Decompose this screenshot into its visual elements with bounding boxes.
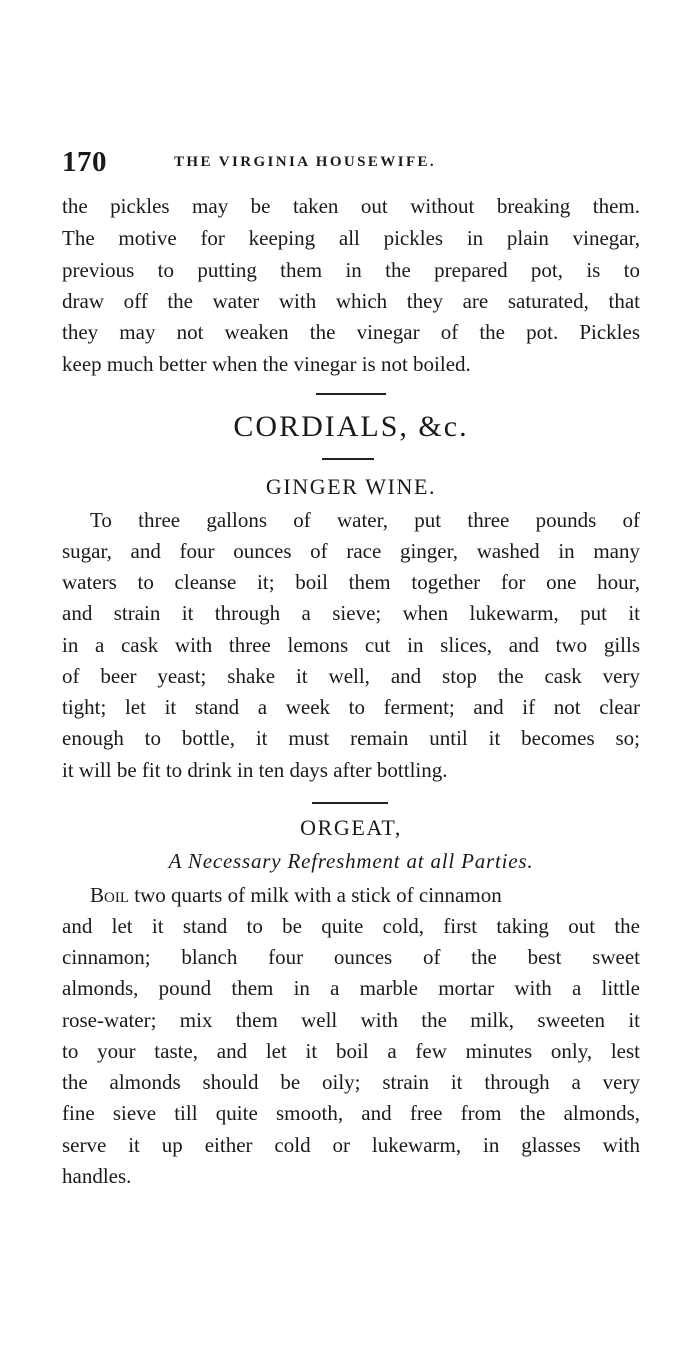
text-line: almonds, pound them in a marble mortar with a little xyxy=(62,976,640,1000)
text-line: cinnamon; blanch four ounces of the best sweet xyxy=(62,945,640,969)
text-line: and strain it through a sieve; when lukewarm, put it xyxy=(62,601,640,625)
text-line: tight; let it stand a week to ferment; and if not clear xyxy=(62,695,640,719)
section-title: CORDIALS, &c. xyxy=(233,410,469,443)
recipe-subtitle: A Necessary Refreshment at all Parties. xyxy=(168,849,534,873)
text-line: previous to putting them in the prepared pot, is to xyxy=(62,258,640,282)
line-text: two quarts of milk with a stick of cinnamon xyxy=(129,883,502,907)
text-line: rose-water; mix them well with the milk, sweeten it xyxy=(62,1008,640,1032)
section-divider xyxy=(316,393,386,395)
section-divider xyxy=(312,802,388,804)
text-line: waters to cleanse it; boil them together for one hour, xyxy=(62,570,640,594)
text-line: to your taste, and let it boil a few minutes only, lest xyxy=(62,1039,640,1063)
text-line xyxy=(90,883,640,915)
page-header xyxy=(62,146,642,182)
text-line: it will be fit to drink in ten days after bottling. xyxy=(62,758,448,782)
text-line: draw off the water with which they are saturated, that xyxy=(62,289,640,313)
recipe-title: GINGER WINE. xyxy=(265,474,437,499)
text-line: they may not weaken the vinegar of the pot. Pickles xyxy=(62,320,640,344)
text-line: The motive for keeping all pickles in plain vinegar, xyxy=(62,226,640,250)
recipe-title: ORGEAT, xyxy=(300,815,402,840)
text-line: the almonds should be oily; strain it through a very xyxy=(62,1070,640,1094)
text-line: serve it up either cold or lukewarm, in glasses with xyxy=(62,1133,640,1157)
text-line: sugar, and four ounces of race ginger, washed in many xyxy=(62,539,640,563)
running-title: THE VIRGINIA HOUSEWIFE. xyxy=(174,154,437,170)
text-line: the pickles may be taken out without breaking them. xyxy=(62,194,640,218)
text-line: of beer yeast; shake it well, and stop the cask very xyxy=(62,664,640,688)
text-line: enough to bottle, it must remain until it becomes so; xyxy=(62,726,640,750)
text-line: handles. xyxy=(62,1164,132,1188)
text-line: keep much better when the vinegar is not boiled. xyxy=(62,352,471,376)
text-line: fine sieve till quite smooth, and free from the almonds, xyxy=(62,1101,640,1125)
text-line: To three gallons of water, put three pounds of xyxy=(90,508,640,532)
drop-word: Boil xyxy=(90,883,129,907)
text-line: and let it stand to be quite cold, first taking out the xyxy=(62,914,640,938)
text-line: in a cask with three lemons cut in slices, and two gills xyxy=(62,633,640,657)
heading-divider xyxy=(322,458,374,460)
page-number: 170 xyxy=(62,146,107,178)
